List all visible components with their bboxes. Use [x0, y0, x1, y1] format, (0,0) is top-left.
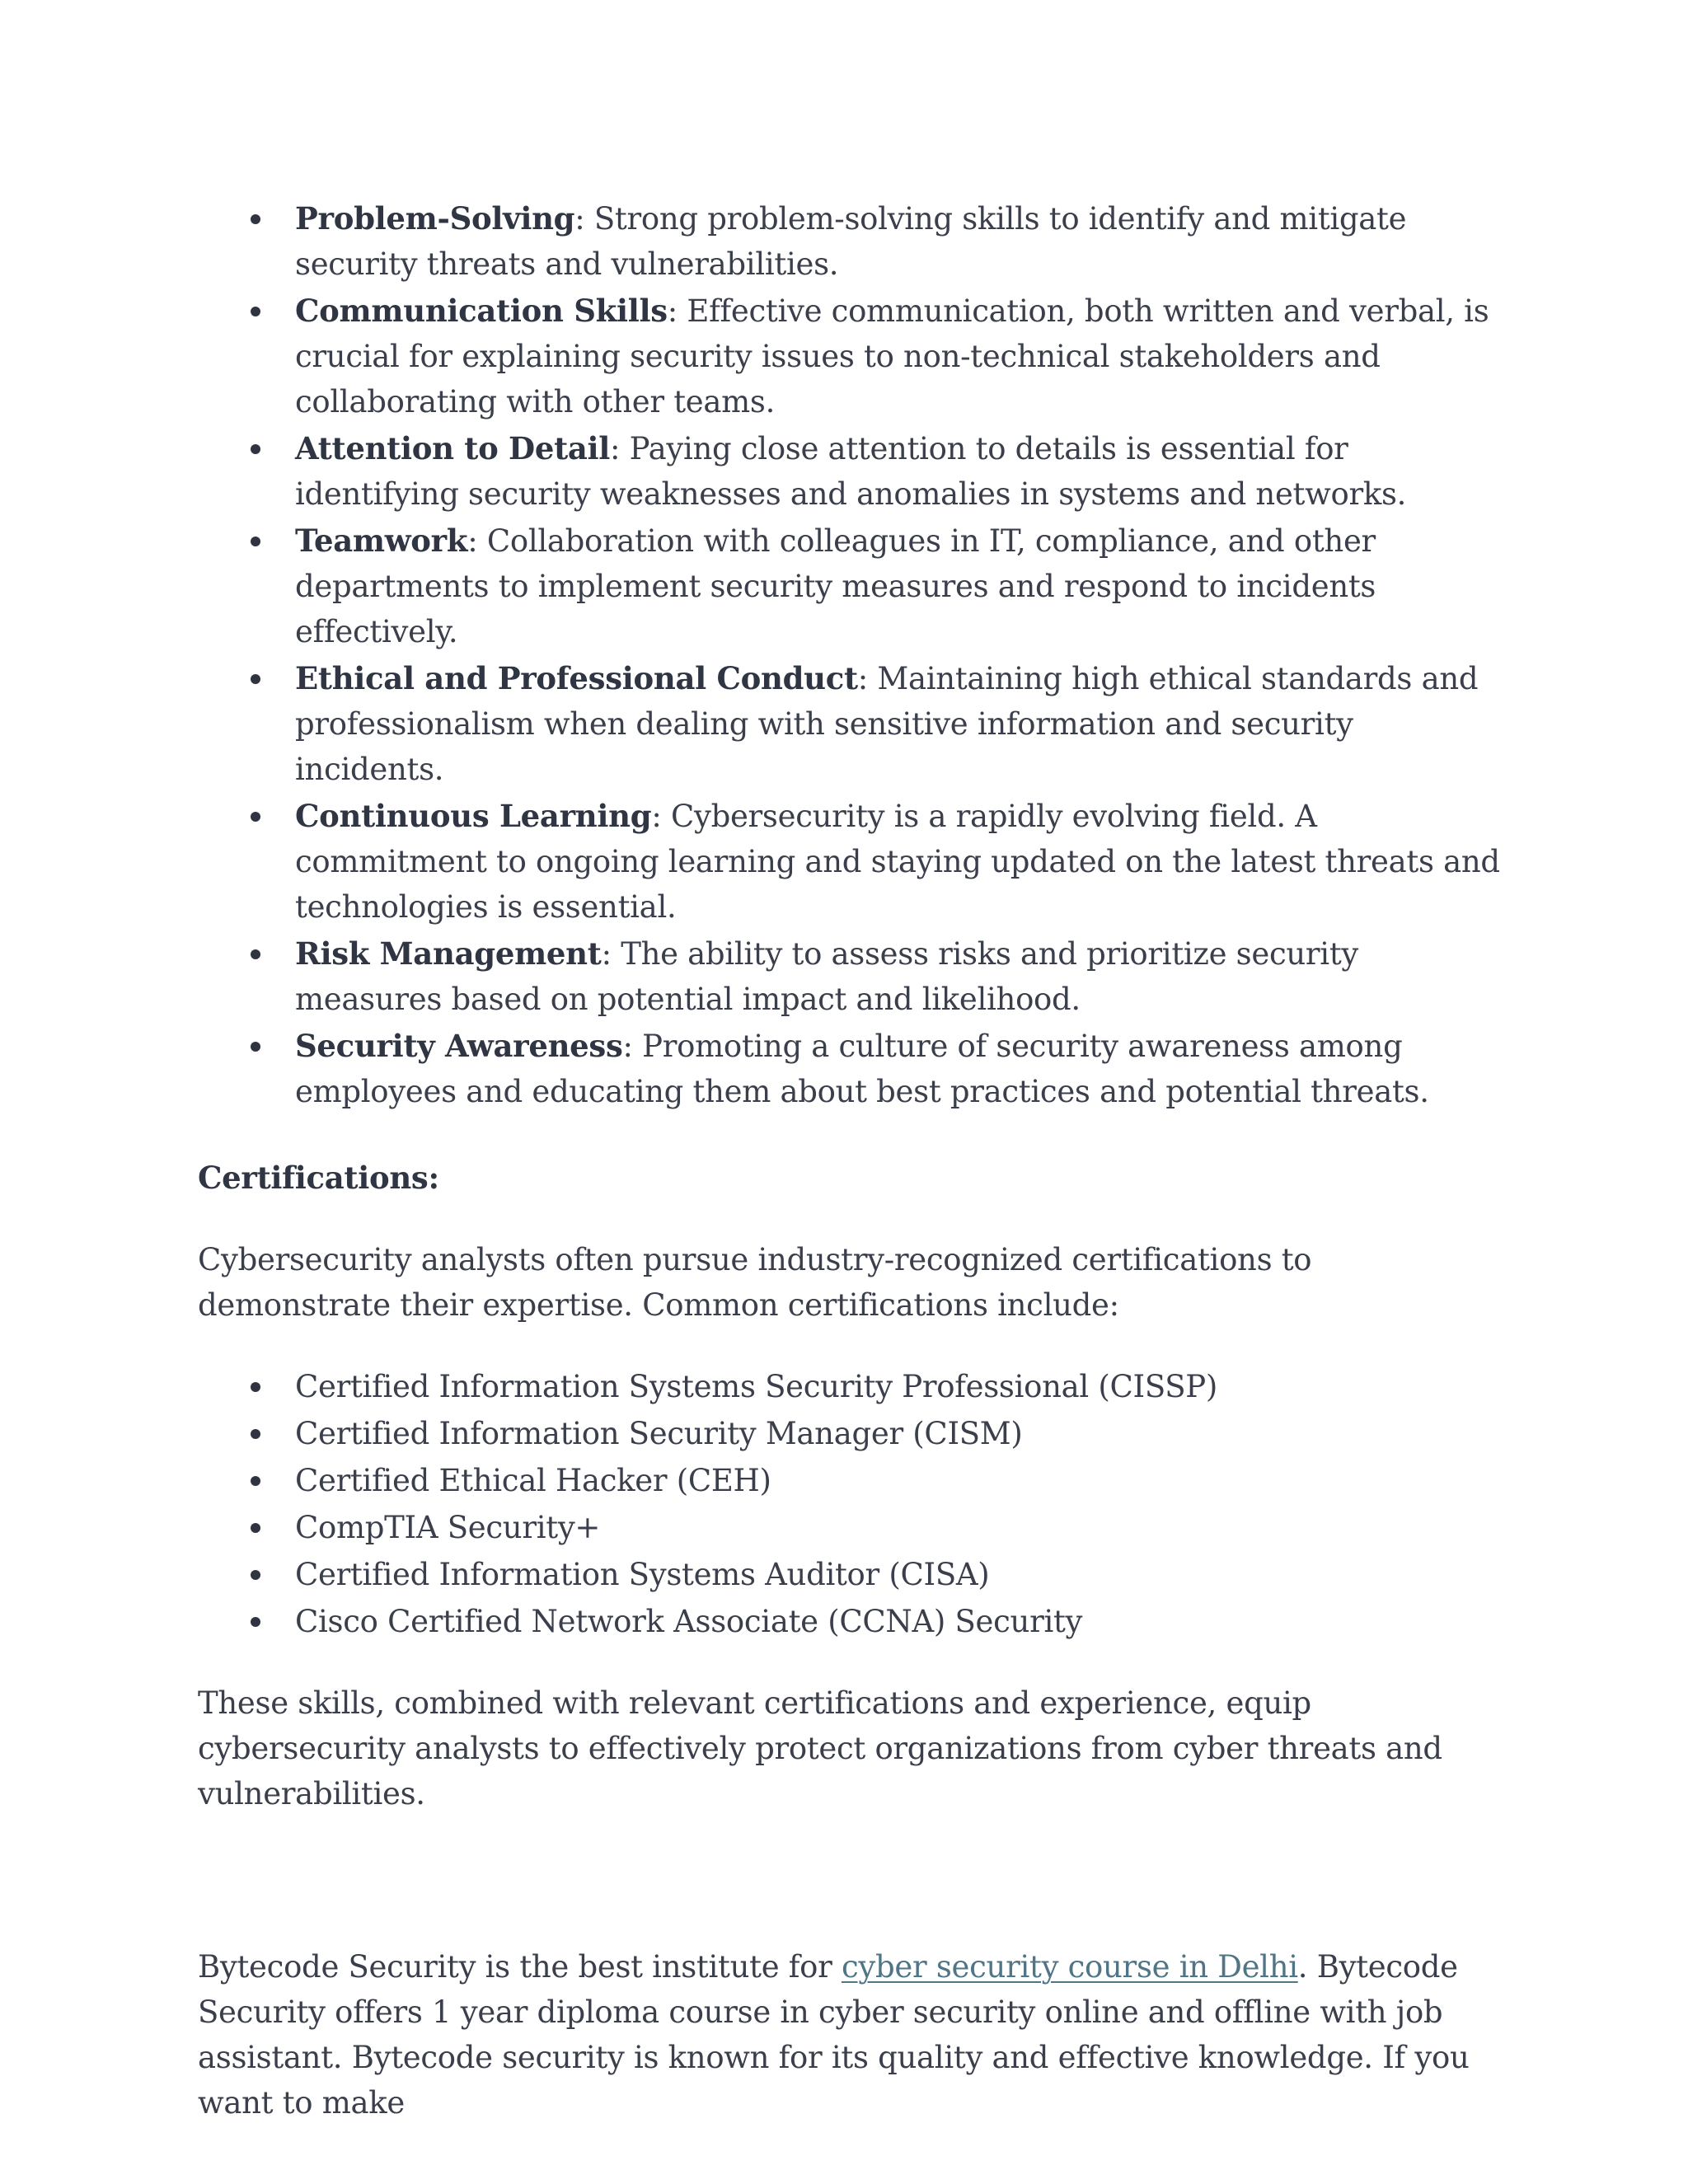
skill-term: Security Awareness: [295, 1028, 623, 1064]
bullet-icon: [251, 214, 260, 224]
skill-term: Communication Skills: [295, 293, 668, 329]
skill-description: : Effective communication, both written and verbal, is crucial for explaining security issues to non-technical stakeholders and collaborating with other teams.: [295, 293, 1489, 419]
promo-paragraph: [198, 1944, 1500, 2125]
bullet-icon: [251, 1617, 260, 1627]
skill-description: : Maintaining high ethical standards and professionalism when dealing with sensitive information and security incidents.: [295, 661, 1479, 787]
certification-name: Cisco Certified Network Associate (CCNA) Security: [295, 1604, 1083, 1639]
list-item: [198, 518, 1500, 654]
bullet-icon: [251, 1042, 260, 1052]
certification-name: CompTIA Security+: [295, 1510, 601, 1545]
certification-name: Certified Information Security Manager (CISM): [295, 1416, 1023, 1451]
list-item: [198, 196, 1500, 287]
list-item: [198, 656, 1500, 792]
promo-text-after: . Bytecode Security offers 1 year diploma course in cyber security online and offline with job assistant. Bytecode security is known for its quality and effective knowledge. If you want to make: [198, 1949, 1470, 2121]
skill-description: : Promoting a culture of security awareness among employees and educating them about best practices and potential threats.: [295, 1029, 1429, 1109]
skill-description: : Strong problem-solving skills to identify and mitigate security threats and vulnerabilities.: [295, 201, 1407, 282]
list-item: [198, 931, 1500, 1022]
closing-paragraph: These skills, combined with relevant certifications and experience, equip cybersecurity analysts to effectively protect organizations from cyber threats and vulnerabilities.: [198, 1685, 1442, 1811]
bullet-icon: [251, 444, 260, 454]
course-link[interactable]: cyber security course in Delhi: [841, 1949, 1298, 1985]
list-item: [198, 1411, 1500, 1456]
list-item: [198, 1552, 1500, 1597]
certification-name: Certified Information Systems Security Professional (CISSP): [295, 1369, 1218, 1404]
bullet-icon: [251, 812, 260, 822]
skill-description: : Cybersecurity is a rapidly evolving field. A commitment to ongoing learning and staying updated on the latest threats and technologies is essential.: [295, 799, 1500, 925]
skill-term: Ethical and Professional Conduct: [295, 660, 858, 696]
bullet-icon: [251, 1570, 260, 1580]
bullet-icon: [251, 537, 260, 546]
list-item: [198, 1364, 1500, 1409]
certifications-heading: Certifications:: [198, 1160, 439, 1196]
list-item: [198, 1024, 1500, 1114]
bullet-icon: [251, 307, 260, 316]
bullet-icon: [251, 1476, 260, 1486]
certification-name: Certified Ethical Hacker (CEH): [295, 1463, 771, 1498]
list-item: [198, 426, 1500, 517]
bullet-icon: [251, 1523, 260, 1533]
skill-term: Continuous Learning: [295, 798, 652, 834]
bullet-icon: [251, 949, 260, 959]
skill-description: : The ability to assess risks and prioritize security measures based on potential impact and likelihood.: [295, 936, 1359, 1017]
skills-list: [198, 196, 1500, 1114]
skill-term: Attention to Detail: [295, 430, 611, 466]
skill-term: Problem-Solving: [295, 200, 575, 237]
document-page: [198, 196, 1500, 2125]
skill-description: : Paying close attention to details is essential for identifying security weaknesses and anomalies in systems and networks.: [295, 431, 1407, 512]
bullet-icon: [251, 674, 260, 684]
certifications-list: [198, 1364, 1500, 1644]
list-item: [198, 1505, 1500, 1550]
skill-description: : Collaboration with colleagues in IT, compliance, and other departments to implement security measures and respond to incidents effectively.: [295, 523, 1376, 649]
list-item: [198, 288, 1500, 424]
bullet-icon: [251, 1382, 260, 1392]
list-item: [198, 794, 1500, 930]
skill-term: Teamwork: [295, 523, 468, 559]
certification-name: Certified Information Systems Auditor (CISA): [295, 1557, 990, 1592]
list-item: [198, 1458, 1500, 1503]
promo-text-before: Bytecode Security is the best institute for: [198, 1949, 842, 1985]
certifications-intro: Cybersecurity analysts often pursue industry-recognized certifications to demonstrate their expertise. Common certifications include:: [198, 1242, 1312, 1323]
bullet-icon: [251, 1429, 260, 1439]
skill-term: Risk Management: [295, 935, 602, 972]
list-item: [198, 1599, 1500, 1644]
